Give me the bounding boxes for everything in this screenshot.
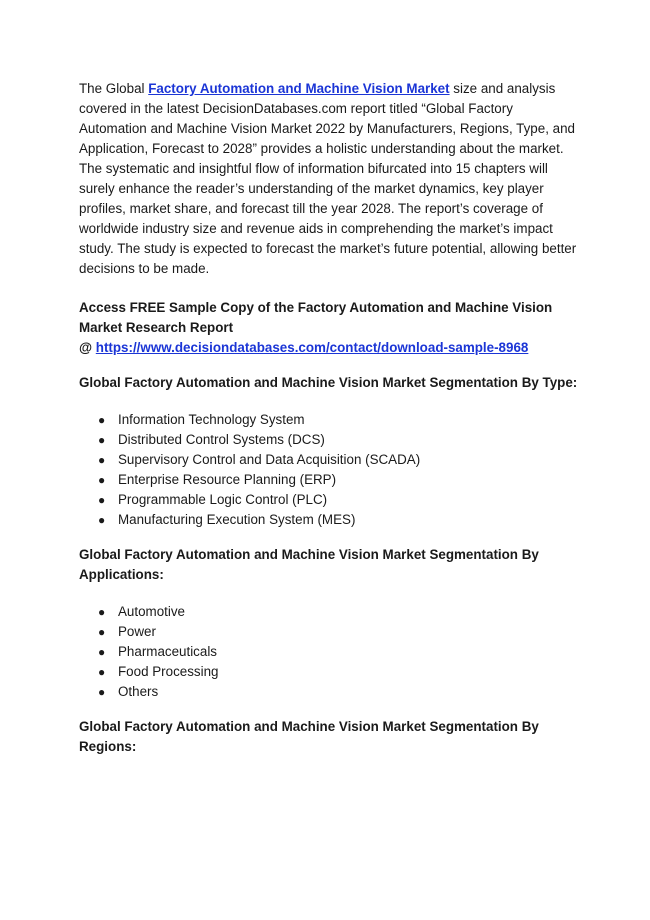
sample-block <box>79 298 580 358</box>
type-list <box>79 410 580 530</box>
application-segmentation-heading: Global Factory Automation and Machine Vision Market Segmentation By Applications: <box>79 547 539 582</box>
list-item: ● Food Processing <box>118 662 580 682</box>
region-segmentation-heading: Global Factory Automation and Machine Vision Market Segmentation By Regions: <box>79 719 539 754</box>
bullet-icon: ● <box>98 413 106 427</box>
list-item: ● Supervisory Control and Data Acquisition (SCADA) <box>118 450 580 470</box>
intro-prefix: The Global <box>79 81 149 96</box>
bullet-icon: ● <box>98 513 106 527</box>
application-list <box>79 602 580 702</box>
list-item: ● Others <box>118 682 580 702</box>
sample-url-link[interactable]: https://www.decisiondatabases.com/contact/download-sample-8968 <box>95 340 529 355</box>
list-item: ● Pharmaceuticals <box>118 642 580 662</box>
bullet-icon: ● <box>98 433 106 447</box>
list-item: ● Programmable Logic Control (PLC) <box>118 490 580 510</box>
list-item: ● Automotive <box>118 602 580 622</box>
bullet-icon: ● <box>98 625 106 639</box>
type-segmentation-heading: Global Factory Automation and Machine Vision Market Segmentation By Type: <box>79 375 578 390</box>
bullet-icon: ● <box>98 493 106 507</box>
bullet-icon: ● <box>98 453 106 467</box>
bullet-icon: ● <box>98 645 106 659</box>
market-link[interactable]: Factory Automation and Machine Vision Market <box>148 81 450 96</box>
sample-at: @ <box>79 340 96 355</box>
sample-label: Access FREE Sample Copy of the Factory Automation and Machine Vision Market Research Report <box>79 300 553 335</box>
list-item: ● Information Technology System <box>118 410 580 430</box>
list-item: ● Power <box>118 622 580 642</box>
list-item: ● Enterprise Resource Planning (ERP) <box>118 470 580 490</box>
intro-paragraph <box>79 79 580 279</box>
intro-body: size and analysis covered in the latest DecisionDatabases.com report titled “Global Factory Automation and Machine Vision Market 2022 by Manufacturers, Regions, Type, and Application, Forecast to 2028” provides a holistic understanding about the market. The systematic and insightful flow of information bifurcated into 15 chapters will surely enhance the reader’s understanding of the market dynamics, key player profiles, market share, and forecast till the year 2028. The report’s coverage of worldwide industry size and revenue aids in comprehending the market’s impact study. The study is expected to forecast the market’s future potential, allowing better decisions to be made. <box>79 81 577 276</box>
list-item: ● Manufacturing Execution System (MES) <box>118 510 580 530</box>
bullet-icon: ● <box>98 665 106 679</box>
bullet-icon: ● <box>98 685 106 699</box>
bullet-icon: ● <box>98 473 106 487</box>
list-item: ● Distributed Control Systems (DCS) <box>118 430 580 450</box>
bullet-icon: ● <box>98 605 106 619</box>
